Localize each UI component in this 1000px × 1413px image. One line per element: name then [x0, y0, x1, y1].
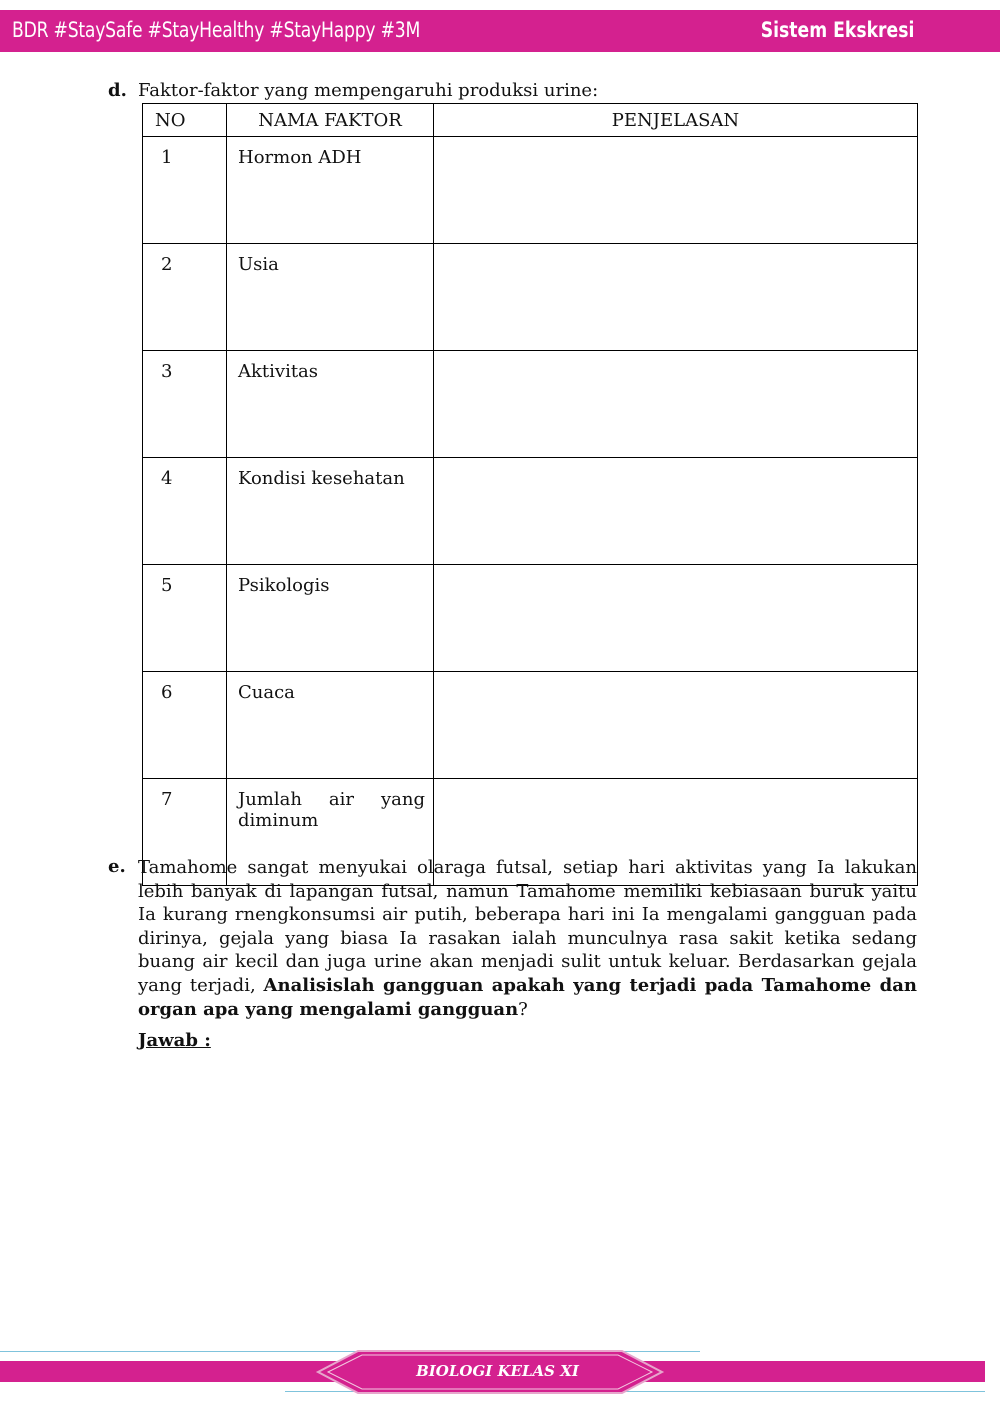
- table-row: [143, 458, 918, 565]
- row-penjelasan-answer[interactable]: [434, 565, 918, 672]
- section-e-question: [138, 856, 917, 1021]
- row-nama-faktor: Aktivitas: [227, 351, 434, 458]
- table-row: [143, 351, 918, 458]
- row-no: 3: [143, 351, 227, 458]
- question-body: Tamahome sangat menyukai olaraga futsal, setiap hari aktivitas yang Ia lakukan lebih banyak di lapangan futsal, namun Tamahome memiliki kebiasaan buruk yaitu Ia kurang rnengkonsumsi air putih, beberapa hari ini Ia mengalami gangguan pada dirinya, gejala yang biasa Ia rasakan ialah munculnya rasa sakit ketika sedang buang air kecil dan juga urine akan menjadi sulit untuk keluar. Berdasarkan gejala yang terjadi,: [138, 857, 917, 996]
- table-row: [143, 565, 918, 672]
- column-header-nama-faktor: NAMA FAKTOR: [227, 104, 434, 137]
- header-topic: Sistem Ekskresi: [760, 18, 914, 42]
- section-e-label: e.: [108, 856, 126, 877]
- row-nama-faktor: Psikologis: [227, 565, 434, 672]
- answer-label: Jawab :: [138, 1030, 211, 1051]
- row-no: 1: [143, 137, 227, 244]
- row-nama-faktor: Jumlah air yang diminum: [227, 779, 434, 886]
- row-penjelasan-answer[interactable]: [434, 458, 918, 565]
- section-d-title: Faktor-faktor yang mempengaruhi produksi urine:: [138, 80, 599, 101]
- table-row: [143, 244, 918, 351]
- table-header-row: [143, 104, 918, 137]
- row-penjelasan-answer[interactable]: [434, 351, 918, 458]
- question-bold: Analisislah gangguan apakah yang terjadi pada Tamahome dan organ apa yang mengalami gangguan: [138, 974, 917, 1020]
- question-mark: ?: [518, 998, 528, 1020]
- table-row: [143, 672, 918, 779]
- table-row: [143, 137, 918, 244]
- row-no: 2: [143, 244, 227, 351]
- row-penjelasan-answer[interactable]: [434, 672, 918, 779]
- section-d-label: d.: [108, 80, 127, 101]
- factors-table: [142, 103, 918, 886]
- row-penjelasan-answer[interactable]: [434, 137, 918, 244]
- row-no: 6: [143, 672, 227, 779]
- row-nama-faktor: Cuaca: [227, 672, 434, 779]
- row-no: 4: [143, 458, 227, 565]
- row-no: 5: [143, 565, 227, 672]
- column-header-no: NO: [143, 104, 227, 137]
- row-nama-faktor: Kondisi kesehatan: [227, 458, 434, 565]
- row-nama-faktor: Hormon ADH: [227, 137, 434, 244]
- footer-title: BIOLOGI KELAS XI: [416, 1362, 579, 1380]
- row-no: 7: [143, 779, 227, 886]
- header-hashtags: BDR #StaySafe #StayHealthy #StayHappy #3M: [12, 18, 421, 42]
- row-nama-faktor: Usia: [227, 244, 434, 351]
- row-penjelasan-answer[interactable]: [434, 244, 918, 351]
- page-header: [0, 10, 1000, 52]
- column-header-penjelasan: PENJELASAN: [434, 104, 918, 137]
